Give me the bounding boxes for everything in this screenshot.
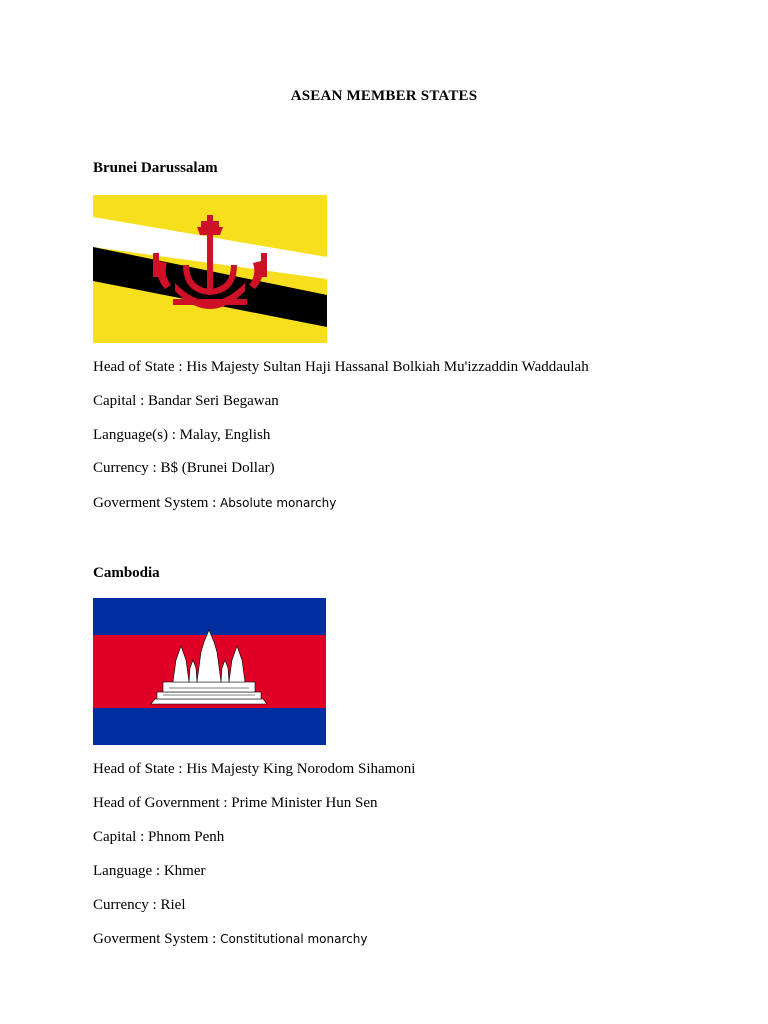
country-heading-cambodia: Cambodia [93,565,160,581]
brunei-capital-label: Capital : [93,393,148,409]
cambodia-flag [93,598,326,745]
brunei-government-system-label: Goverment System : [93,495,221,511]
brunei-languages [93,427,270,444]
page-title: ASEAN MEMBER STATES [290,88,478,104]
brunei-languages-value: Malay, English [179,427,271,443]
cambodia-government-system [93,931,367,948]
cambodia-head-of-government-label: Head of Government : [93,795,232,811]
brunei-government-system [93,495,336,512]
brunei-currency-value: B$ (Brunei Dollar) [160,460,275,476]
country-heading-brunei: Brunei Darussalam [93,160,218,176]
cambodia-flag-bottom-band [93,708,326,745]
cambodia-language [93,863,205,880]
brunei-head-of-state-label: Head of State : [93,359,187,375]
brunei-capital [93,393,279,410]
cambodia-head-of-government-value: Prime Minister Hun Sen [231,795,378,811]
brunei-languages-label: Language(s) : [93,427,180,443]
cambodia-head-of-government [93,795,378,812]
cambodia-language-label: Language : [93,863,164,879]
cambodia-head-of-state-value: His Majesty King Norodom Sihamoni [186,761,416,777]
cambodia-head-of-state [93,761,415,778]
brunei-head-of-state [93,359,589,376]
brunei-flag [93,195,327,343]
cambodia-capital [93,829,224,846]
cambodia-currency [93,897,185,914]
cambodia-capital-value: Phnom Penh [148,829,225,845]
cambodia-government-system-label: Goverment System : [93,931,221,947]
brunei-government-system-value: Absolute monarchy [220,496,337,510]
cambodia-government-system-value: Constitutional monarchy [220,932,368,946]
cambodia-currency-label: Currency : [93,897,161,913]
brunei-currency-label: Currency : [93,460,161,476]
cambodia-capital-label: Capital : [93,829,148,845]
cambodia-flag-top-band [93,598,326,635]
cambodia-currency-value: Riel [160,897,186,913]
brunei-capital-value: Bandar Seri Begawan [148,393,279,409]
brunei-head-of-state-value: His Majesty Sultan Haji Hassanal Bolkiah Mu'izzaddin Waddaulah [186,359,589,375]
brunei-currency [93,460,275,477]
cambodia-language-value: Khmer [163,863,206,879]
cambodia-head-of-state-label: Head of State : [93,761,187,777]
